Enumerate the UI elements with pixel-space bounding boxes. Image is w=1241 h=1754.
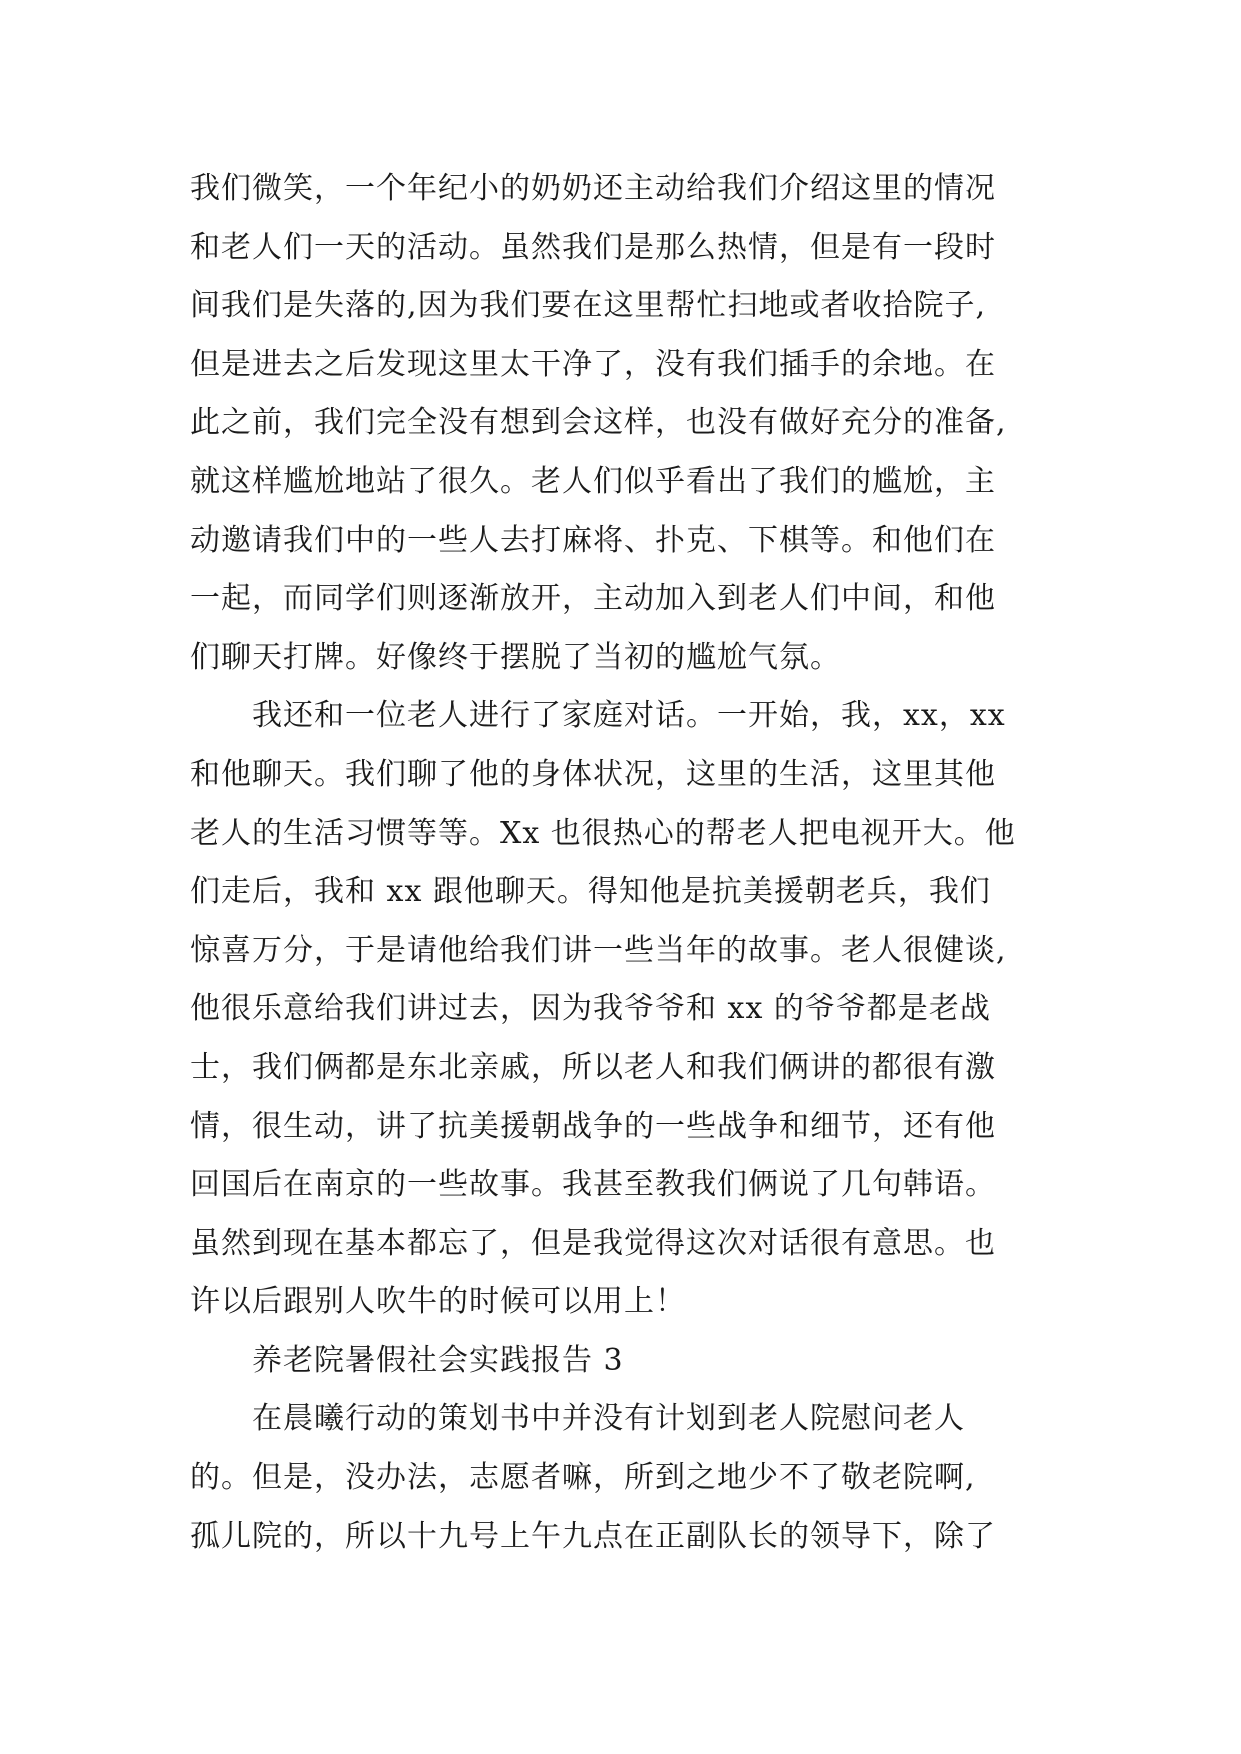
- text-line: 间我们是失落的,因为我们要在这里帮忙扫地或者收拾院子,: [190, 288, 987, 324]
- text-line: 老人的生活习惯等等。Xx 也很热心的帮老人把电视开大。他: [190, 815, 1016, 851]
- text-line: 情，很生动，讲了抗美援朝战争的一些战争和细节，还有他: [190, 1108, 996, 1144]
- text-line: 惊喜万分，于是请他给我们讲一些当年的故事。老人很健谈,: [190, 932, 1007, 968]
- text-line: 们走后，我和 xx 跟他聊天。得知他是抗美援朝老兵，我们: [190, 874, 991, 910]
- paragraph-2: [190, 687, 1090, 1332]
- paragraph-3: [190, 1390, 1090, 1566]
- text-line: 们聊天打牌。好像终于摆脱了当初的尴尬气氛。: [190, 639, 841, 675]
- text-line: 和他聊天。我们聊了他的身体状况，这里的生活，这里其他: [190, 756, 996, 792]
- text-line: 士，我们俩都是东北亲戚，所以老人和我们俩讲的都很有激: [190, 1049, 996, 1085]
- document-body: [190, 160, 1090, 1566]
- text-line: 一起，而同学们则逐渐放开，主动加入到老人们中间，和他: [190, 581, 996, 617]
- text-line: 孤儿院的，所以十九号上午九点在正副队长的领导下，除了: [190, 1518, 996, 1554]
- text-line: 的。但是，没办法，志愿者嘛，所到之地少不了敬老院啊,: [190, 1460, 976, 1496]
- text-line: 和老人们一天的活动。虽然我们是那么热情，但是有一段时: [190, 229, 996, 265]
- text-line: 许以后跟别人吹牛的时候可以用上！: [190, 1284, 686, 1320]
- text-line: 他很乐意给我们讲过去，因为我爷爷和 xx 的爷爷都是老战: [190, 991, 991, 1027]
- text-line: 但是进去之后发现这里太干净了，没有我们插手的余地。在: [190, 346, 996, 382]
- text-line: 在晨曦行动的策划书中并没有计划到老人院慰问老人: [252, 1401, 965, 1437]
- text-line: 虽然到现在基本都忘了，但是我觉得这次对话很有意思。也: [190, 1225, 996, 1261]
- text-line: 动邀请我们中的一些人去打麻将、扑克、下棋等。和他们在: [190, 522, 996, 558]
- paragraph-1: [190, 160, 1090, 687]
- text-line: 我还和一位老人进行了家庭对话。一开始，我，xx，xx: [252, 698, 1006, 734]
- text-line: 我们微笑，一个年纪小的奶奶还主动给我们介绍这里的情况: [190, 171, 996, 206]
- section-heading: 养老院暑假社会实践报告 3: [252, 1342, 624, 1378]
- text-line: 回国后在南京的一些故事。我甚至教我们俩说了几句韩语。: [190, 1167, 996, 1203]
- text-line: 就这样尴尬地站了很久。老人们似乎看出了我们的尴尬，主: [190, 463, 996, 499]
- text-line: 此之前，我们完全没有想到会这样，也没有做好充分的准备,: [190, 405, 1007, 441]
